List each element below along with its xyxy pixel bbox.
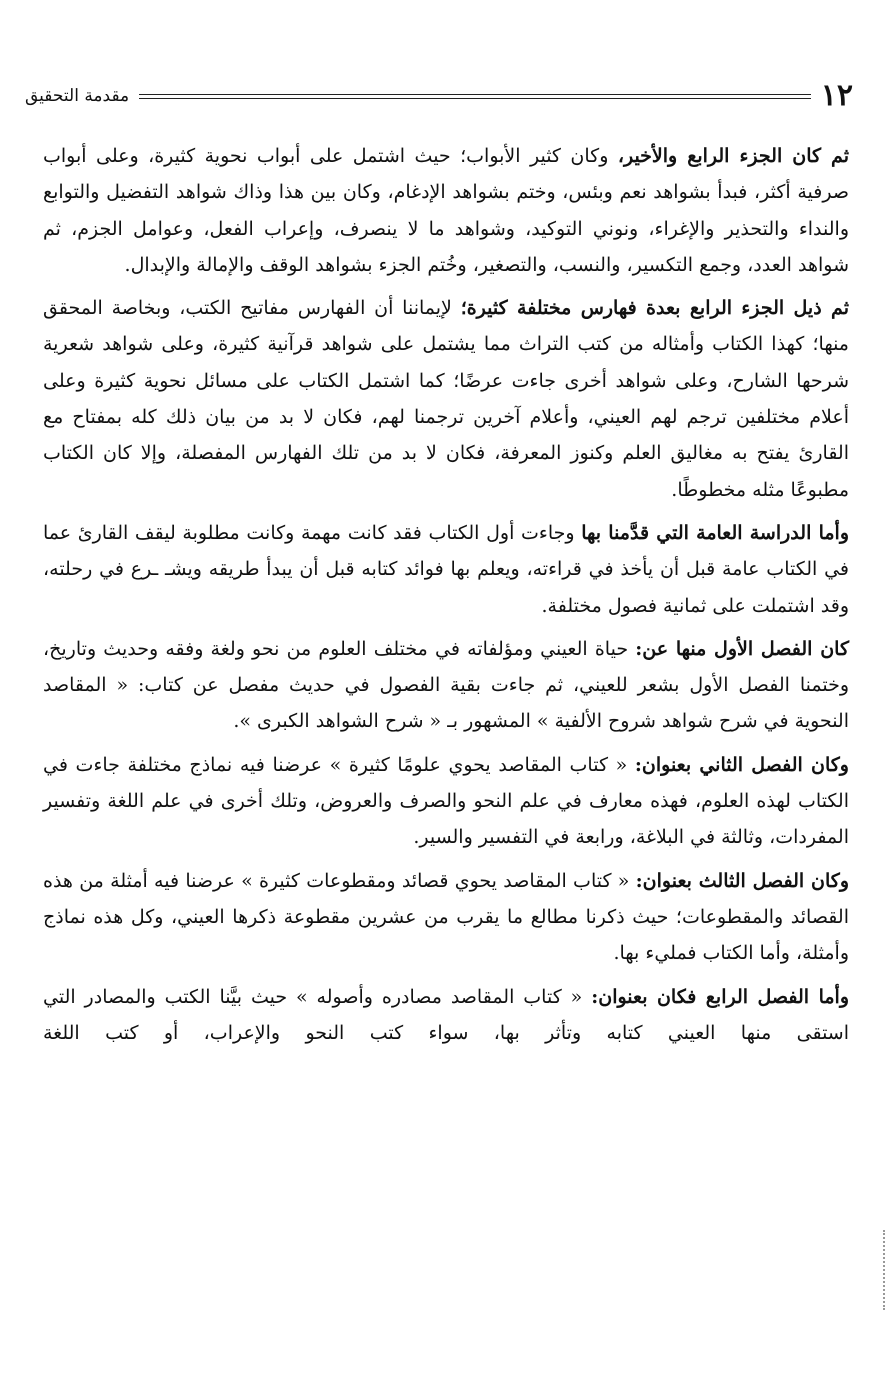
running-header-title: مقدمة التحقيق — [25, 86, 130, 106]
paragraph-lead: وكان الفصل الثالث بعنوان: — [635, 869, 849, 892]
paragraph-text: حياة العيني ومؤلفاته في مختلف العلوم من نحو ولغة وفقه وحديث وتاريخ، وختمنا الفصل الأول بشعر للعيني، ثم جاءت بقية الفصول في حديث مفصل عن كتاب: « المقاصد النحوية في شرح شواهد شروح الألفية » المشهور بـ « شرح الشواهد الكبرى ». — [43, 637, 849, 733]
paragraph-chapter-one — [43, 631, 849, 740]
scan-margin-marks — [879, 1230, 885, 1310]
paragraph-text: « كتاب المقاصد يحوي علومًا كثيرة » عرضنا فيه نماذج مختلفة جاءت في الكتاب لهذه العلوم، فهذه معارف في علم النحو والصرف والعروض، وتلك أخرى في علم اللغة وتفسير المفردات، وثالثة في البلاغة، ورابعة في التفسير والسير. — [43, 753, 849, 849]
paragraph-lead: وكان الفصل الثاني بعنوان: — [634, 753, 849, 776]
paragraph-lead: ثم ذيل الجزء الرابع بعدة فهارس مختلفة كثيرة؛ — [460, 297, 849, 320]
running-header — [25, 74, 853, 118]
paragraph-text: لإيماننا أن الفهارس مفاتيح الكتب، وبخاصة المحقق منها؛ كهذا الكتاب وأمثاله من كتب التراث مما يشتمل على شواهد قرآنية كثيرة، وعلى شواهد شعرية شرحها الشارح، وعلى شواهد أخرى جاءت عرضًا؛ كما اشتمل الكتاب على مسائل نحوية كثيرة وعلى أعلام مختلفين ترجم لهم العيني، وأعلام آخرين ترجمنا لهم، فكان لا بد من بيان ذلك كله بمفتاح مع القارئ يفتح به مغاليق العلم وكنوز المعرفة، فكان لا بد من تلك الفهارس المفصلة، وإلا كان الكتاب مطبوعًا مثله مخطوطًا. — [43, 297, 849, 501]
paragraph-text: « كتاب المقاصد يحوي قصائد ومقطوعات كثيرة » عرضنا فيه أمثلة من هذه القصائد والمقطوعات؛ حيث ذكرنا مطالع ما يقرب من عشرين مقطوعة ذكرها العيني، وكل هذه نماذج وأمثلة، وأما الكتاب فمليء بها. — [43, 869, 849, 965]
paragraph-text: وكان كثير الأبواب؛ حيث اشتمل على أبواب نحوية كثيرة، وعلى أبواب صرفية أكثر، فبدأ بشواهد نعم وبئس، وختم بشواهد الإدغام، وكان بين هذا وذاك شواهد التفضيل والتوابع والنداء والتحذير والإغراء، ونوني التوكيد، وشواهد ما لا ينصرف، وإعراب الفعل، وعوامل الجزم، ثم شواهد العدد، وجمع التكسير، والنسب، والتصغير، وخُتم الجزء بشواهد الوقف والإمالة والإبدال. — [43, 145, 849, 276]
paragraph-lead: ثم كان الجزء الرابع والأخير، — [617, 145, 849, 167]
paragraph-text: وجاءت أول الكتاب فقد كانت مهمة وكانت مطلوبة ليقف القارئ عما في الكتاب عامة قبل أن يأخذ في قراءته، ويعلم بها فوائد كتابه قبل أن يبدأ طريقه ويشـ ـرع في رحلته، وقد اشتملت على ثمانية فصول مختلفة. — [43, 521, 849, 617]
paragraph-part-four — [43, 138, 849, 283]
page-number: ١٢ — [820, 78, 853, 113]
body-text — [43, 138, 849, 1051]
paragraph-lead: وأما الدراسة العامة التي قدَّمنا بها — [581, 521, 849, 544]
header-rule — [139, 94, 811, 99]
paragraph-chapter-three — [43, 863, 849, 972]
paragraph-text: « كتاب المقاصد مصادره وأصوله » حيث بيَّنا الكتب والمصادر التي استقى منها العيني كتابه وتأثر بها، سواء كتب النحو والإعراب، أو كتب اللغة — [43, 985, 849, 1044]
paragraph-chapter-two — [43, 747, 849, 856]
paragraph-lead: كان الفصل الأول منها عن: — [635, 637, 849, 660]
paragraph-lead: وأما الفصل الرابع فكان بعنوان: — [591, 985, 849, 1008]
paragraph-general-study — [43, 515, 849, 624]
paragraph-chapter-four — [43, 979, 849, 1052]
paragraph-indexes — [43, 290, 849, 508]
